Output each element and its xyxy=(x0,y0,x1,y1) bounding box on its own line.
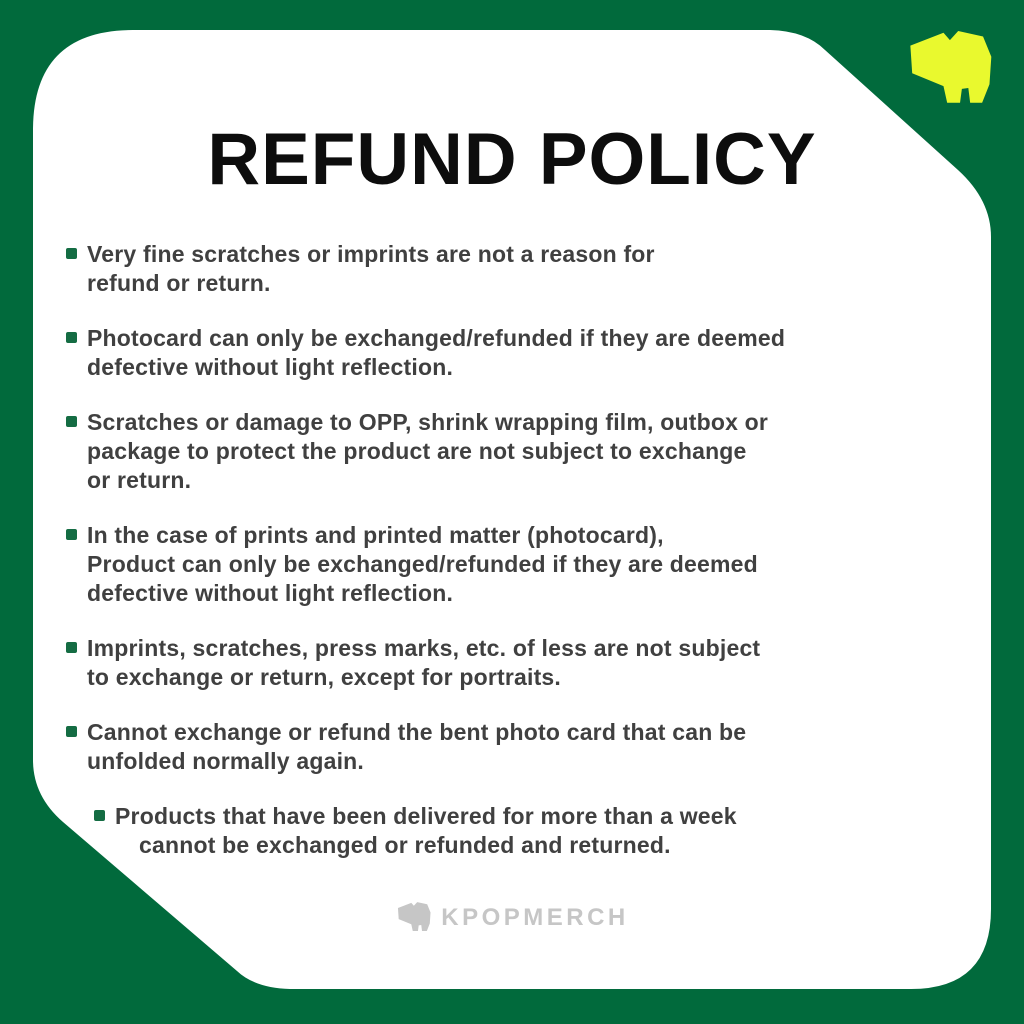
policy-sub-bullet xyxy=(94,802,966,860)
policy-text-line: refund or return. xyxy=(87,270,271,296)
bullet-square-icon xyxy=(66,416,77,427)
policy-bullet-6 xyxy=(66,718,966,776)
policy-bullet-list xyxy=(66,240,966,886)
policy-text-line: package to protect the product are not subject to exchange xyxy=(87,438,747,464)
policy-text-line: defective without light reflection. xyxy=(87,354,454,380)
policy-text-line: In the case of prints and printed matter (photocard), xyxy=(87,522,664,548)
policy-text-line: to exchange or return, except for portraits. xyxy=(87,664,562,690)
policy-bullet-5 xyxy=(66,634,966,692)
policy-text-line: Very fine scratches or imprints are not a reason for xyxy=(87,241,655,267)
page-title: REFUND POLICY xyxy=(207,119,817,200)
policy-text-line: or return. xyxy=(87,467,192,493)
policy-text-line: cannot be exchanged or refunded and returned. xyxy=(139,832,671,858)
bullet-square-icon xyxy=(66,642,77,653)
policy-text-line: Products that have been delivered for more than a week xyxy=(115,803,737,829)
policy-text-line: Product can only be exchanged/refunded if they are deemed xyxy=(87,551,758,577)
footer-brand xyxy=(0,901,1024,935)
bullet-square-icon xyxy=(66,332,77,343)
footer-brand-text: KPOPMERCH xyxy=(441,904,629,931)
policy-text-line: Cannot exchange or refund the bent photo card that can be xyxy=(87,719,747,745)
bullet-square-icon xyxy=(66,529,77,540)
bullet-square-icon xyxy=(66,248,77,259)
policy-text-line: Photocard can only be exchanged/refunded if they are deemed xyxy=(87,325,786,351)
policy-bullet-4 xyxy=(66,521,966,608)
policy-text-line: defective without light reflection. xyxy=(87,580,454,606)
policy-text-line: unfolded normally again. xyxy=(87,748,364,774)
kpopmerch-mark-icon xyxy=(903,28,995,113)
policy-text-line: Imprints, scratches, press marks, etc. of less are not subject xyxy=(87,635,761,661)
policy-text-line: Scratches or damage to OPP, shrink wrapping film, outbox or xyxy=(87,409,769,435)
policy-bullet-1 xyxy=(66,240,966,298)
bullet-square-icon xyxy=(66,726,77,737)
bullet-square-icon xyxy=(94,810,105,821)
kpopmerch-mark-icon xyxy=(395,901,432,935)
policy-bullet-2 xyxy=(66,324,966,382)
policy-bullet-3 xyxy=(66,408,966,495)
